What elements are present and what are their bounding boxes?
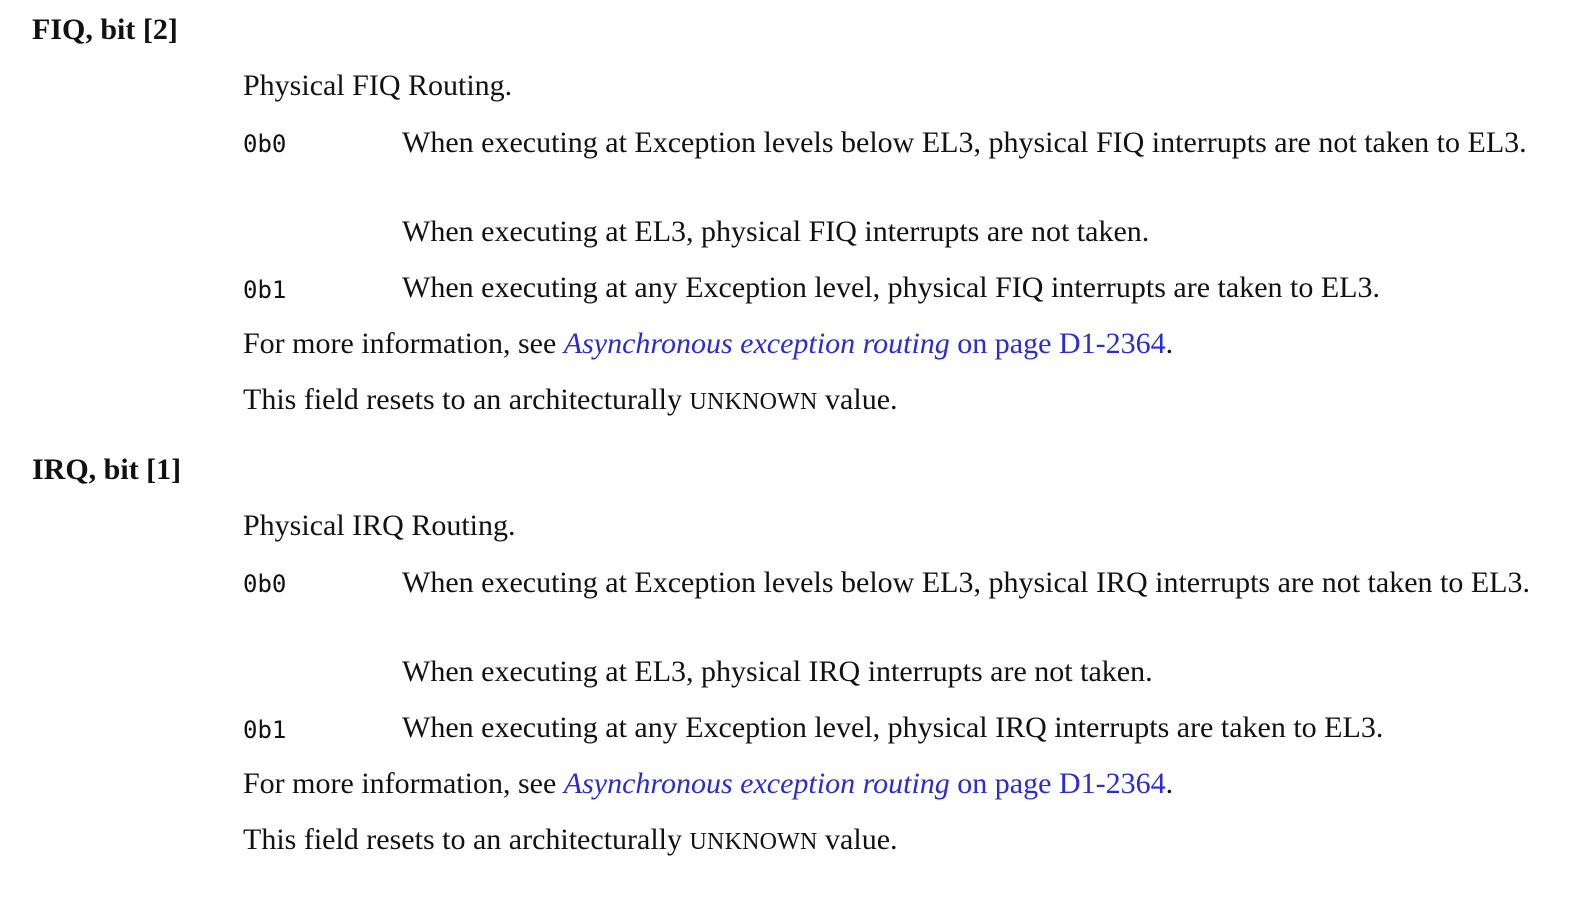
reset-suffix: value.	[817, 383, 898, 416]
cross-reference-link[interactable]	[564, 767, 1166, 800]
reset-paragraph	[243, 822, 898, 860]
reset-term: UNKNOWN	[689, 829, 818, 855]
encoding-description-note: When executing at EL3, physical IRQ interrupts are not taken.	[402, 655, 1153, 688]
more-info-paragraph	[243, 326, 1173, 362]
field-summary: Physical IRQ Routing.	[243, 509, 516, 542]
more-info-paragraph	[243, 766, 1173, 802]
field-heading: IRQ, bit [1]	[32, 453, 182, 486]
reset-prefix: This field resets to an architecturally	[243, 823, 690, 856]
reset-paragraph	[243, 382, 898, 420]
reset-prefix: This field resets to an architecturally	[243, 383, 690, 416]
cross-reference-title: Asynchronous exception routing	[563, 327, 950, 360]
encoding-description: When executing at any Exception level, physical IRQ interrupts are taken to EL3.	[402, 711, 1384, 744]
encoding-description-note: When executing at EL3, physical FIQ interrupts are not taken.	[402, 215, 1150, 248]
encoding-value: 0b0	[243, 130, 287, 158]
encoding-description: When executing at Exception levels below EL3, physical FIQ interrupts are not taken to EL3.	[402, 126, 1527, 159]
encoding-value: 0b1	[243, 716, 287, 744]
more-info-suffix: .	[1165, 327, 1174, 360]
cross-reference-page: on page D1-2364	[949, 327, 1166, 360]
encoding-value: 0b1	[243, 276, 287, 304]
more-info-prefix: For more information, see	[243, 767, 564, 800]
reset-suffix: value.	[817, 823, 898, 856]
cross-reference-title: Asynchronous exception routing	[563, 767, 950, 800]
field-heading: FIQ, bit [2]	[32, 13, 178, 46]
encoding-value: 0b0	[243, 570, 287, 598]
encoding-description: When executing at Exception levels below EL3, physical IRQ interrupts are not taken to EL3.	[402, 566, 1530, 599]
more-info-prefix: For more information, see	[243, 327, 564, 360]
more-info-suffix: .	[1165, 767, 1174, 800]
field-summary: Physical FIQ Routing.	[243, 69, 513, 102]
cross-reference-link[interactable]	[564, 327, 1166, 360]
encoding-description: When executing at any Exception level, physical FIQ interrupts are taken to EL3.	[402, 271, 1381, 304]
reset-term: UNKNOWN	[689, 389, 818, 415]
cross-reference-page: on page D1-2364	[949, 767, 1166, 800]
